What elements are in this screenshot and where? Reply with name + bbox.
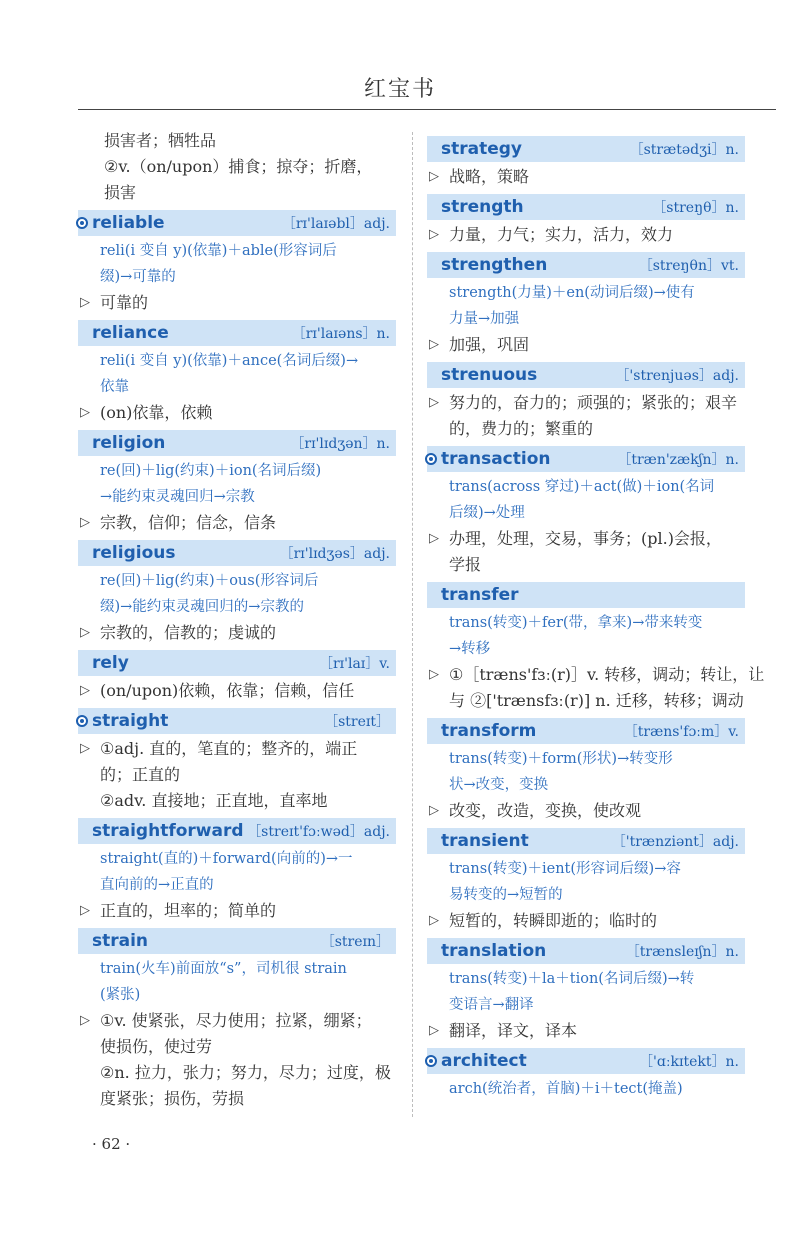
phonetic: ［'ɑːkɪtekt］n. (639, 1054, 739, 1070)
headword-bar (427, 252, 745, 278)
etymology: trans(转变)＋la＋tion(名词后缀)→转 (449, 971, 695, 987)
etymology: 缀)→能约束灵魂回归的→宗教的 (100, 599, 304, 615)
key-word-icon (76, 217, 88, 229)
etymology: trans(转变)＋fer(带，拿来)→带来转变 (449, 615, 703, 631)
meaning: ▷ 改变，改造，变换，使改观 (427, 798, 745, 824)
phonetic: ［strætədʒi］n. (629, 142, 739, 158)
meaning: ▷ 宗教的，信教的；虔诚的 (78, 620, 396, 646)
headword-bar (427, 828, 745, 854)
headword: rely (92, 653, 129, 673)
key-word-icon (425, 1055, 437, 1067)
headword-bar (427, 362, 745, 388)
meaning: ▷ (on/upon)依赖，依靠；信赖，信任 (78, 678, 396, 704)
headword: transform (441, 721, 537, 741)
etymology: 易转变的→短暂的 (449, 887, 563, 903)
triangle-icon: ▷ (429, 337, 439, 352)
etymology: arch(统治者，首脑)＋i＋tect(掩盖) (449, 1081, 683, 1097)
meaning: ▷ 正直的，坦率的；简单的 (78, 898, 396, 924)
headword: strain (92, 931, 149, 951)
meaning-continued: 的，费力的；繁重的 (449, 419, 594, 438)
headword-bar (427, 136, 745, 162)
headword-bar (78, 818, 396, 844)
headword: transaction (441, 449, 551, 469)
etymology: trans(across 穿过)＋act(做)＋ion(名词 (449, 479, 715, 495)
headword: transient (441, 831, 529, 851)
meaning-continued: 与 ②['trænsfɜː(r)] n. 迁移，转移；调动 (449, 691, 744, 710)
etymology: 直向前的→正直的 (100, 877, 214, 893)
headword-bar (78, 708, 396, 734)
headword-bar (427, 582, 745, 608)
meaning: ▷ 短暂的，转瞬即逝的；临时的 (427, 908, 745, 934)
etymology: straight(直的)＋forward(向前的)→一 (100, 851, 353, 867)
meaning: ▷ 战略，策略 (427, 164, 745, 190)
etymology: 力量→加强 (449, 311, 520, 327)
headword: reliance (92, 323, 169, 343)
continued-text: ②v.（on/upon）捕食；掠夺；折磨， (104, 157, 373, 176)
headword: straightforward (92, 821, 244, 841)
phonetic: ［'strenjuəs］adj. (615, 368, 739, 384)
triangle-icon: ▷ (429, 227, 439, 242)
triangle-icon: ▷ (429, 667, 439, 682)
triangle-icon: ▷ (80, 903, 90, 918)
left-column (78, 128, 396, 1112)
triangle-icon: ▷ (80, 683, 90, 698)
page-title: 红宝书 (363, 77, 436, 102)
phonetic: ［træn'zækʃn］n. (617, 452, 739, 468)
meaning: ▷ 翻译，译文，译本 (427, 1018, 745, 1044)
triangle-icon: ▷ (429, 531, 439, 546)
headword-bar (78, 210, 396, 236)
meaning: ▷ 可靠的 (78, 290, 396, 316)
meaning: ▷ 努力的，奋力的；顽强的；紧张的；艰辛 (427, 390, 745, 416)
meaning: ▷ ①v. 使紧张，尽力使用；拉紧，绷紧； (78, 1008, 396, 1034)
triangle-icon: ▷ (80, 625, 90, 640)
etymology: re(回)＋lig(约束)＋ous(形容词后 (100, 573, 319, 589)
meaning-continued: 使损伤，使过劳 (100, 1037, 213, 1056)
etymology: re(回)＋lig(约束)＋ion(名词后缀) (100, 463, 322, 479)
etymology: strength(力量)＋en(动词后缀)→使有 (449, 285, 695, 301)
triangle-icon: ▷ (80, 405, 90, 420)
right-column (427, 136, 765, 1102)
phonetic: ［streɪt'fɔːwəd］adj. (247, 824, 390, 840)
etymology: 变语言→翻译 (449, 997, 534, 1013)
etymology: trans(转变)＋form(形状)→转变形 (449, 751, 673, 767)
headword: religion (92, 433, 166, 453)
headword-bar (78, 650, 396, 676)
triangle-icon: ▷ (429, 913, 439, 928)
headword-bar (427, 718, 745, 744)
meaning: ▷ 办理，处理，交易，事务；(pl.)会报， (427, 526, 745, 552)
etymology: →转移 (449, 641, 491, 657)
headword: reliable (92, 213, 165, 233)
headword-bar (427, 446, 745, 472)
continued-text: 损害者；牺牲品 (104, 131, 217, 150)
headword: strenuous (441, 365, 538, 385)
triangle-icon: ▷ (429, 169, 439, 184)
etymology: reli(i 变自 y)(依靠)＋able(形容词后 (100, 243, 337, 259)
headword-bar (78, 540, 396, 566)
etymology: reli(i 变自 y)(依靠)＋ance(名词后缀)→ (100, 353, 359, 369)
meaning-continued: 度紧张；损伤，劳损 (100, 1089, 245, 1108)
headword-bar (427, 1048, 745, 1074)
headword: strategy (441, 139, 523, 159)
etymology: 后缀)→处理 (449, 505, 525, 521)
headword: architect (441, 1051, 527, 1071)
meaning-continued: ②adv. 直接地；正直地，直率地 (100, 791, 328, 810)
phonetic: ［rɪ'laɪəbl］adj. (281, 216, 390, 232)
triangle-icon: ▷ (80, 1013, 90, 1028)
phonetic: ［rɪ'laɪ］v. (318, 656, 390, 672)
phonetic: ［streŋθn］vt. (638, 258, 739, 274)
etymology: →能约束灵魂回归→宗教 (100, 489, 255, 505)
meaning: ▷ ①adj. 直的，笔直的；整齐的，端正 (78, 736, 396, 762)
headword-bar (78, 430, 396, 456)
headword: religious (92, 543, 176, 563)
etymology: train(火车)前面放“s”，司机很 strain (100, 961, 347, 977)
meaning-continued: ②n. 拉力，张力；努力，尽力；过度，极 (100, 1063, 391, 1082)
page-number: · 62 · (92, 1135, 131, 1153)
column-divider (412, 132, 413, 1117)
etymology: 缀)→可靠的 (100, 269, 176, 285)
triangle-icon: ▷ (80, 295, 90, 310)
meaning: ▷ 加强，巩固 (427, 332, 745, 358)
phonetic: ［'trænziənt］adj. (611, 834, 739, 850)
triangle-icon: ▷ (429, 803, 439, 818)
phonetic: ［træns'fɔːm］v. (623, 724, 739, 740)
title-rule (78, 109, 776, 110)
headword-bar (427, 194, 745, 220)
phonetic: ［rɪ'lɪdʒən］n. (290, 436, 390, 452)
continued-text: 损害 (104, 183, 137, 202)
etymology: trans(转变)＋ient(形容词后缀)→容 (449, 861, 681, 877)
phonetic: ［streɪt］ (324, 714, 390, 730)
meaning-continued: 的；正直的 (100, 765, 181, 784)
triangle-icon: ▷ (80, 515, 90, 530)
headword: strength (441, 197, 524, 217)
headword-bar (427, 938, 745, 964)
headword: translation (441, 941, 547, 961)
triangle-icon: ▷ (80, 741, 90, 756)
phonetic: ［rɪ'laɪəns］n. (291, 326, 390, 342)
headword-bar (78, 320, 396, 346)
key-word-icon (425, 453, 437, 465)
phonetic: ［rɪ'lɪdʒəs］adj. (279, 546, 390, 562)
triangle-icon: ▷ (429, 395, 439, 410)
etymology: 状→改变，变换 (449, 777, 549, 793)
key-word-icon (76, 715, 88, 727)
headword: transfer (441, 585, 519, 605)
phonetic: ［trænsleɪʃn］n. (625, 944, 739, 960)
meaning: ▷ 宗教，信仰；信念，信条 (78, 510, 396, 536)
headword: strengthen (441, 255, 548, 275)
etymology: 依靠 (100, 379, 129, 395)
triangle-icon: ▷ (429, 1023, 439, 1038)
meaning: ▷ 力量，力气；实力，活力，效力 (427, 222, 745, 248)
etymology: (紧张) (100, 987, 141, 1003)
meaning: ▷ ①［træns'fɜː(r)］v. 转移，调动；转让，让 (427, 662, 745, 688)
headword-bar (78, 928, 396, 954)
headword: straight (92, 711, 169, 731)
phonetic: ［streɪn］ (320, 934, 390, 950)
phonetic: ［streŋθ］n. (652, 200, 739, 216)
meaning-continued: 学报 (449, 555, 482, 574)
meaning: ▷ (on)依靠，依赖 (78, 400, 396, 426)
